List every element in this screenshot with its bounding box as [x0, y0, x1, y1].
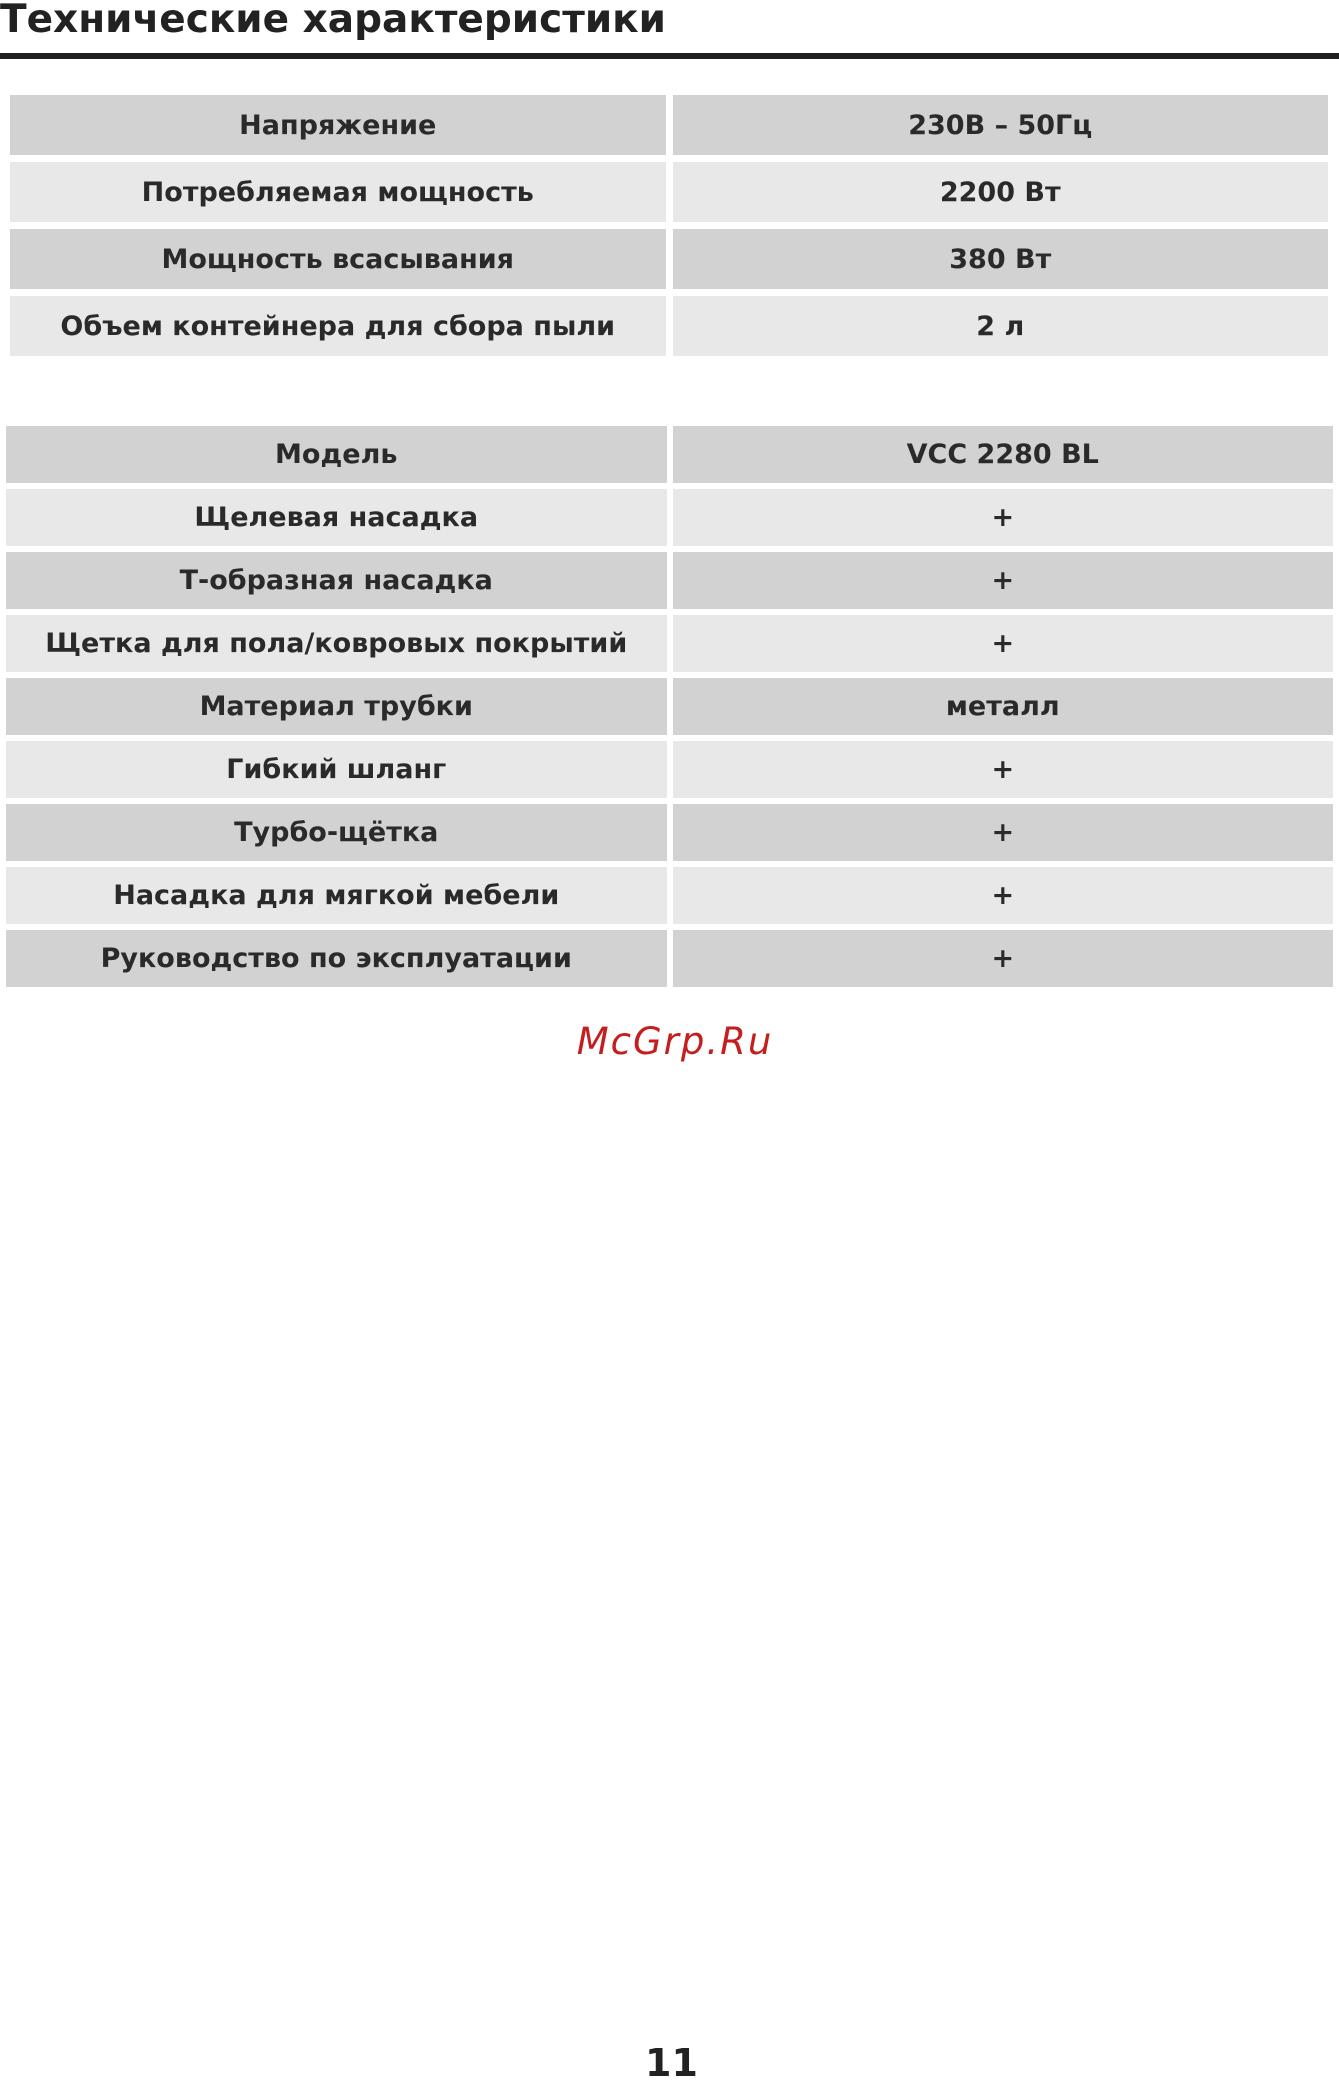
table-row: [10, 229, 1328, 289]
feature-label: Турбо-щётка: [6, 804, 667, 861]
feature-value: +: [673, 741, 1334, 798]
table-row: [10, 296, 1328, 356]
feature-label: Гибкий шланг: [6, 741, 667, 798]
feature-label: Насадка для мягкой мебели: [6, 867, 667, 924]
feature-value: металл: [673, 678, 1334, 735]
feature-label: Щелевая насадка: [6, 489, 667, 546]
feature-label: Щетка для пола/ковровых покрытий: [6, 615, 667, 672]
table-row: [6, 489, 1333, 546]
spec-value: 2 л: [673, 296, 1329, 356]
model-header-label: Модель: [6, 426, 667, 483]
feature-value: +: [673, 615, 1334, 672]
feature-value: +: [673, 489, 1334, 546]
spec-value: 380 Вт: [673, 229, 1329, 289]
feature-value: +: [673, 930, 1334, 987]
model-equipment-table: [0, 420, 1339, 993]
title-divider: [0, 53, 1339, 59]
spec-label: Напряжение: [10, 95, 666, 155]
feature-value: +: [673, 552, 1334, 609]
spec-label: Мощность всасывания: [10, 229, 666, 289]
watermark: McGrp.Ru: [576, 1020, 774, 1063]
feature-label: Материал трубки: [6, 678, 667, 735]
feature-value: +: [673, 804, 1334, 861]
table-row: [6, 804, 1333, 861]
table-row: [6, 867, 1333, 924]
spec-value: 230В – 50Гц: [673, 95, 1329, 155]
page-title: Технические характеристики: [0, 0, 666, 42]
table-row: [6, 678, 1333, 735]
table-row: [6, 552, 1333, 609]
feature-label: Руководство по эксплуатации: [6, 930, 667, 987]
spec-value: 2200 Вт: [673, 162, 1329, 222]
table-row: [10, 162, 1328, 222]
table-row: [6, 741, 1333, 798]
spec-label: Потребляемая мощность: [10, 162, 666, 222]
feature-value: +: [673, 867, 1334, 924]
table-row: [10, 95, 1328, 155]
spec-label: Объем контейнера для сбора пыли: [10, 296, 666, 356]
feature-label: Т-образная насадка: [6, 552, 667, 609]
page-number: 11: [645, 2041, 698, 2085]
specs-table: [3, 88, 1335, 363]
model-header-value: VCC 2280 BL: [673, 426, 1334, 483]
table-row: [6, 930, 1333, 987]
table-header-row: [6, 426, 1333, 483]
table-row: [6, 615, 1333, 672]
